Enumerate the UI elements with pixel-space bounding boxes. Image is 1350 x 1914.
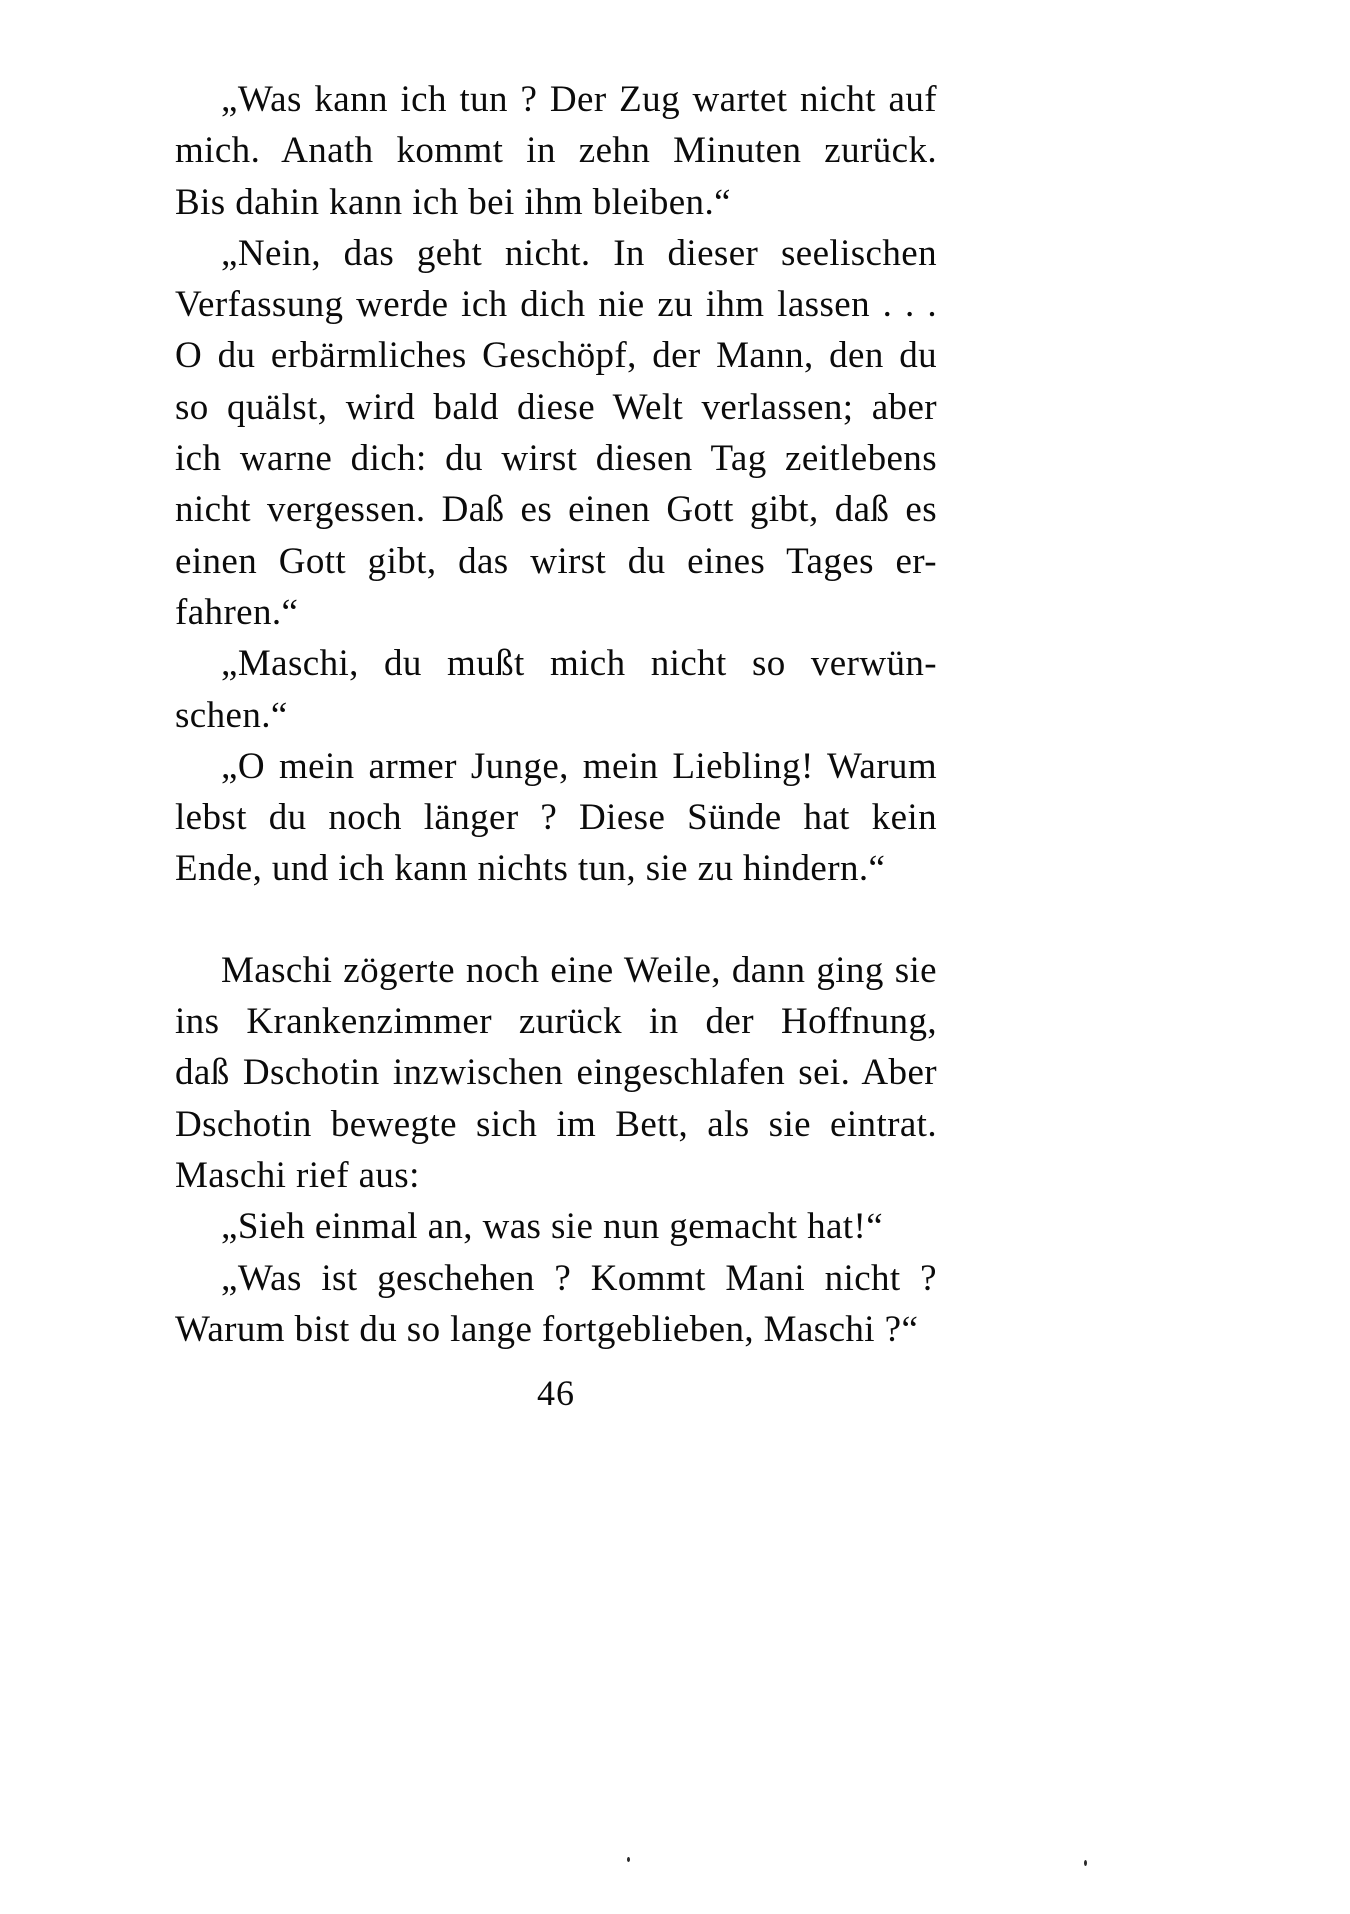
text-line: einen Gott gibt, das wirst du eines Tages er- xyxy=(175,540,937,582)
text-line: daß Dschotin inzwischen eingeschlafen sei. Aber xyxy=(175,1052,937,1094)
scan-speck xyxy=(627,1857,630,1862)
scan-speck xyxy=(1084,1860,1087,1866)
text-line: „Sieh einmal an, was sie nun gemacht hat!“ xyxy=(221,1206,884,1248)
text-line: fahren.“ xyxy=(175,591,299,633)
paragraph xyxy=(175,638,937,741)
text-line: Verfassung werde ich dich nie zu ihm lassen . . . xyxy=(175,284,937,326)
text-line: Ende, und ich kann nichts tun, sie zu hindern.“ xyxy=(175,848,886,890)
text-line: „Nein, das geht nicht. In dieser seelischen xyxy=(221,232,937,274)
text-line: Maschi rief aus: xyxy=(175,1154,420,1196)
text-block xyxy=(175,74,937,1355)
text-line: Dschotin bewegte sich im Bett, als sie eintrat. xyxy=(175,1103,937,1145)
text-line: „Maschi, du mußt mich nicht so verwün- xyxy=(221,643,937,685)
text-line: O du erbärmliches Geschöpf, der Mann, den du xyxy=(175,335,937,377)
text-line: so quälst, wird bald diese Welt verlassen; aber xyxy=(175,386,937,428)
paragraph xyxy=(175,74,937,228)
paragraph xyxy=(175,1253,937,1356)
paragraph xyxy=(175,945,937,1201)
text-line: mich. Anath kommt in zehn Minuten zurück. xyxy=(175,130,937,172)
paragraph xyxy=(175,1201,937,1252)
paragraph xyxy=(175,741,937,895)
text-line: Warum bist du so lange fortgeblieben, Maschi ?“ xyxy=(175,1308,919,1350)
text-line: nicht vergessen. Daß es einen Gott gibt, daß es xyxy=(175,489,937,531)
text-line: schen.“ xyxy=(175,694,288,736)
text-line: „Was kann ich tun ? Der Zug wartet nicht auf xyxy=(221,79,937,120)
page-number: 46 xyxy=(537,1373,575,1413)
text-line: „O mein armer Junge, mein Liebling! Warum xyxy=(221,745,937,787)
text-line: Maschi zögerte noch eine Weile, dann ging sie xyxy=(221,949,937,991)
text-line: ich warne dich: du wirst diesen Tag zeitlebens xyxy=(175,438,937,480)
text-line: ins Krankenzimmer zurück in der Hoffnung, xyxy=(175,1001,937,1043)
text-line: Bis dahin kann ich bei ihm bleiben.“ xyxy=(175,181,731,223)
text-line: „Was ist geschehen ? Kommt Mani nicht ? xyxy=(221,1257,937,1299)
text-line: lebst du noch länger ? Diese Sünde hat kein xyxy=(175,797,937,839)
paragraph xyxy=(175,228,937,638)
